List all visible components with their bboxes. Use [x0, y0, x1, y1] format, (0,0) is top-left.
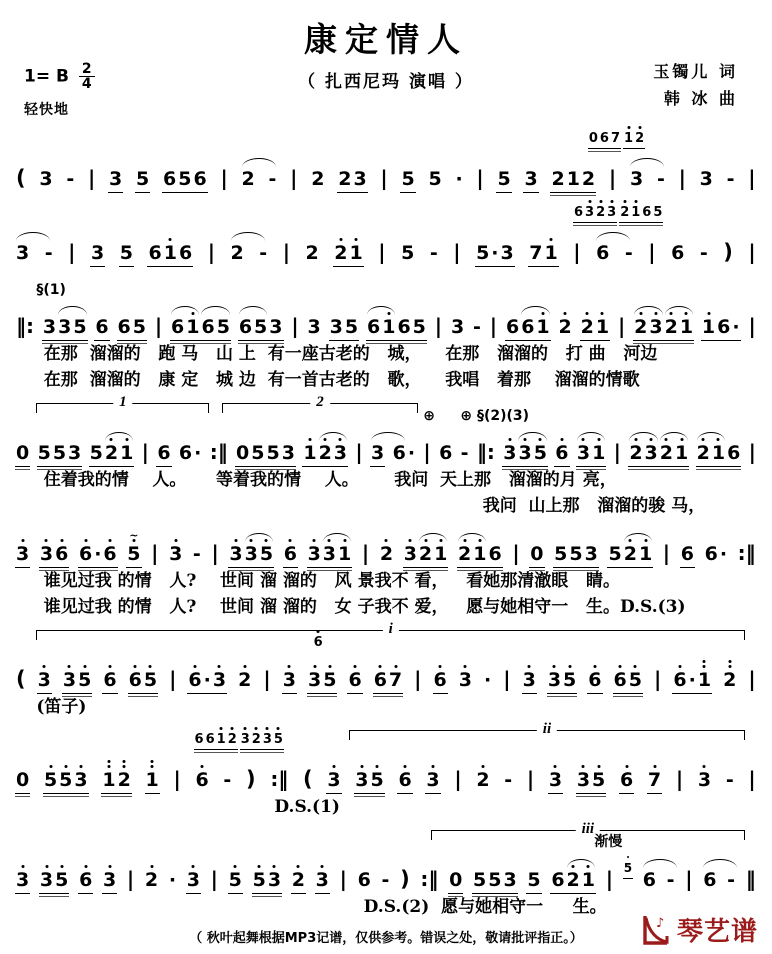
ornament-notes — [572, 201, 664, 223]
marker-row — [14, 820, 758, 852]
note-group: 3 — [108, 170, 123, 193]
note-group: 3 5 — [62, 671, 92, 694]
note-group: 3 — [168, 545, 183, 565]
note-group: 0 5 5 3 — [235, 444, 296, 467]
barline: | — [526, 766, 535, 791]
note-group: - — [259, 241, 268, 264]
note-group: 6 — [587, 671, 602, 694]
note-group: 5 — [135, 170, 150, 193]
volta-bracket: 1 — [36, 403, 209, 413]
note-group: 0 6 7 — [588, 127, 621, 149]
note-group: 6 6 1 — [505, 318, 551, 341]
note-group: 3 3 5 — [502, 444, 548, 467]
note-group: - — [44, 241, 53, 264]
note-group: 6 — [283, 545, 298, 568]
barline: | — [685, 866, 693, 891]
note-group: 5 5 3 — [37, 444, 83, 467]
note-group: 6 — [357, 868, 371, 891]
phrase-paren: ( — [16, 166, 26, 190]
barline: | — [169, 666, 177, 691]
music-system — [14, 820, 758, 920]
barline: | — [648, 239, 656, 264]
barline: | — [476, 166, 484, 190]
note-group: 5 · 3 — [475, 244, 515, 267]
note-group: 6 — [194, 771, 209, 791]
phrase-paren: ) — [723, 239, 733, 264]
phrase-paren: ( — [303, 766, 313, 791]
note-group: 2 — [237, 671, 252, 691]
note-group: 6 · — [178, 441, 202, 464]
logo-text: 琴艺谱 — [676, 917, 758, 947]
note-group: 2 3 2 1 — [633, 318, 694, 341]
barline: | — [87, 166, 96, 190]
note-group: 6 — [313, 631, 324, 650]
note-group: 6 — [554, 444, 569, 467]
music-system — [14, 274, 758, 393]
marker-row — [14, 393, 758, 425]
barline: | — [453, 239, 461, 264]
lyrics-line: 谁见过我 的情 人? 世间 溜 溜的 女 子我不 爱， 愿与她相守一 生。D.S.(3) — [43, 596, 686, 617]
note-group: 6 — [347, 671, 362, 694]
volta-bracket: 2 — [222, 403, 417, 413]
note-group: - — [666, 868, 675, 891]
note-group: 3 — [522, 671, 537, 694]
barline: | — [662, 540, 671, 565]
barline: | — [263, 666, 271, 691]
logo-icon — [639, 914, 673, 946]
note-group: 2 — [144, 871, 159, 891]
note-group: · — [484, 668, 492, 691]
note-group: - — [726, 168, 735, 190]
note-group: 0 — [529, 545, 544, 568]
repeat-barline: :‖ — [737, 540, 756, 565]
barline: | — [154, 313, 163, 338]
volta-bracket: i — [36, 630, 745, 640]
barline: | — [678, 166, 686, 190]
note-group: 6 1 6 5 — [170, 318, 231, 341]
note-group: 6 1 6 5 — [366, 318, 427, 341]
footer-note: （ 秋叶起舞根据MP3记谱，仅供参考。错误之处，敬请批评指正。） — [189, 930, 583, 946]
note-group: 2 1 2 — [550, 170, 596, 193]
note-group: 5 5 3 — [553, 545, 599, 568]
note-group: - — [429, 241, 438, 264]
notation-line — [14, 526, 758, 568]
note-group: 2 — [291, 871, 306, 894]
lyrics-line: 谁见过我 的情 人? 世间 溜 溜的 风 景我不 看， 看她那清澈眼 睛。 — [43, 570, 620, 591]
note-group: 2 — [722, 671, 737, 691]
notation-line — [14, 652, 758, 694]
note-group: - — [223, 768, 232, 791]
barline: | — [220, 166, 228, 190]
note-group: - — [699, 241, 708, 264]
barline: | — [748, 239, 756, 264]
barline: | — [617, 313, 626, 338]
notation-line — [14, 752, 758, 794]
note-group: 6 5 — [613, 671, 643, 694]
note-group: 6 6 1 2 — [194, 728, 238, 750]
notation-line — [14, 299, 758, 341]
phrase-paren: ) — [400, 866, 410, 891]
note-group: 3 — [523, 170, 538, 193]
notation-line — [14, 852, 758, 894]
note-group: 3 3 1 — [307, 545, 353, 568]
note-group: 3 — [39, 168, 53, 190]
note-group: 6 · 1 — [672, 671, 712, 694]
note-group: · — [168, 868, 177, 891]
note-group: 6 5 — [117, 318, 147, 341]
barline: | — [608, 166, 617, 190]
note-group: 3 — [326, 771, 341, 794]
lyricist-credit: 玉镯儿 词 — [653, 62, 738, 81]
note-group: 6 — [642, 868, 656, 891]
barline: | — [290, 166, 298, 190]
barline: | — [748, 666, 756, 691]
barline: | — [380, 166, 388, 190]
music-system — [14, 526, 758, 620]
time-signature: $\frac{2}{4}$ — [79, 62, 95, 91]
note-group: - — [504, 768, 513, 791]
note-group: 5 — [400, 170, 415, 193]
barline: | — [151, 540, 159, 565]
barline: | — [573, 239, 581, 264]
note-group: - — [460, 441, 469, 464]
note-group: 3 — [450, 315, 465, 338]
repeat-barline: :‖ — [420, 866, 439, 891]
barline: | — [414, 666, 422, 691]
note-group: 2 1 6 — [696, 444, 742, 467]
note-group: 3 — [16, 241, 30, 264]
barline: | — [126, 866, 135, 891]
phrase-paren: ( — [16, 666, 26, 691]
note-group: 6 5 3 — [238, 318, 284, 341]
barline: | — [211, 540, 219, 565]
note-group: 7 — [647, 771, 662, 794]
note-group: - — [192, 542, 201, 565]
music-system — [14, 393, 758, 519]
site-logo — [639, 911, 758, 948]
note-group: 6 7 — [373, 671, 403, 694]
barline: | — [654, 666, 662, 691]
barline: | — [378, 239, 386, 264]
music-system — [14, 620, 758, 720]
note-group: 6 — [680, 545, 695, 568]
note-group: 5 — [526, 871, 541, 894]
note-group: 5 — [401, 241, 415, 264]
barline: | — [748, 766, 756, 791]
note-group: 3 5 — [547, 671, 577, 694]
score-marker: ⊕ — [423, 407, 435, 424]
note-group: 6 — [78, 871, 93, 894]
note-group: 3 5 — [307, 671, 337, 694]
note-group: 3 1 — [576, 444, 606, 467]
note-group: 5 — [428, 168, 442, 190]
music-system — [14, 126, 758, 193]
credits — [653, 58, 738, 112]
note-group: 3 — [458, 671, 473, 691]
repeat-barline: :‖ — [209, 439, 228, 464]
note-group: 1 — [145, 771, 160, 794]
tempo-marking: 轻快地 — [24, 102, 69, 118]
note-group: 0 — [15, 444, 30, 467]
note-group: 6 — [94, 318, 109, 341]
barline: | — [207, 239, 216, 264]
note-group: 6 — [703, 868, 717, 891]
note-group: 3 — [307, 315, 321, 338]
note-group: 3 6 — [39, 545, 69, 568]
note-group: 6 · 6 — [78, 545, 118, 568]
note-group: 6 — [156, 444, 171, 467]
key-label: 1= B — [24, 66, 69, 87]
note-group: · — [455, 168, 463, 190]
repeat-barline: ‖ — [745, 866, 756, 891]
score — [0, 124, 772, 920]
note-group: 5 ~ — [126, 545, 141, 568]
ornament-notes — [193, 728, 285, 750]
note-group: 1 2 — [101, 771, 131, 794]
marker-row — [14, 126, 758, 151]
note-group: - — [624, 241, 633, 264]
note-group: 5 — [228, 871, 243, 894]
ornament-notes — [312, 631, 325, 650]
note-group: - — [473, 315, 481, 338]
barline: | — [355, 439, 363, 464]
music-system — [14, 720, 758, 820]
score-marker: 渐慢 — [594, 833, 623, 850]
note-group: 2 3 — [337, 170, 367, 193]
note-group: 1 6 · — [701, 318, 741, 341]
note-group: 3 — [315, 871, 330, 894]
note-group: 3 3 5 — [228, 545, 274, 568]
header — [0, 0, 772, 124]
note-group: 5 — [119, 244, 134, 267]
lyrics-line: 在那 溜溜的 跑 马 山 上 有一座古老的 城， 在那 溜溜的 打 曲 河边 — [43, 343, 658, 364]
note-group: 6 5 — [128, 671, 158, 694]
note-group: 1 2 3 — [302, 444, 348, 467]
note-group: 3 — [282, 671, 297, 694]
barline: | — [282, 239, 290, 264]
note-group: 3 2 1 — [403, 545, 449, 568]
note-group: 3 — [15, 545, 30, 568]
note-group: 2 1 6 — [457, 545, 503, 568]
note-group: 3 — [102, 871, 117, 894]
note-group: 3 — [15, 871, 30, 894]
note-group: 3 — [699, 168, 713, 190]
note-group: 5 5 3 — [43, 771, 89, 794]
barline: | — [291, 313, 299, 338]
barline: | — [613, 439, 621, 464]
note-group: 3 5 — [329, 318, 359, 341]
note-group: 3 3 5 — [42, 318, 88, 341]
ornament-notes — [587, 127, 646, 149]
notation-line — [14, 225, 758, 267]
score-marker: ⊕ §(2)(3) — [460, 407, 530, 424]
barline: | — [68, 239, 76, 264]
barline: | — [748, 439, 756, 464]
note-group: 3 5 — [39, 871, 69, 894]
score-marker: §(1) — [36, 281, 66, 298]
lyrics-line: D.S.(2) 愿与她相守一 生。 — [363, 896, 607, 917]
note-group: 6 · — [392, 441, 416, 464]
note-group: - — [66, 168, 75, 190]
notation-line — [14, 151, 758, 193]
note-group: 3 5 — [576, 771, 606, 794]
composer-credit: 韩 冰 曲 — [663, 89, 738, 108]
note-group: 2 — [475, 771, 490, 791]
note-group: 1 2 — [623, 127, 645, 149]
note-group: 6 — [671, 241, 685, 264]
note-group: 2 3 2 1 — [628, 444, 689, 467]
note-group: 3 — [186, 871, 201, 894]
note-group: 2 1 6 5 — [619, 201, 663, 223]
note-group: - — [656, 168, 665, 190]
lyrics-line: 在那 溜溜的 康 定 城 边 有一首古老的 歌， 我唱 着那 溜溜的情歌 — [43, 369, 640, 390]
note-group: 5 — [496, 170, 511, 193]
note-group: 6 — [102, 671, 117, 694]
note-group: 6 2 1 — [550, 871, 596, 894]
note-group: 2 — [311, 168, 325, 190]
music-system — [14, 200, 758, 267]
barline: | — [605, 866, 614, 891]
note-group: 2 — [241, 168, 255, 190]
note-group: 3 — [370, 444, 385, 467]
note-group: 6 · 3 — [187, 671, 227, 694]
note-group: - — [727, 868, 736, 891]
performer-line: （ 扎西尼玛 演唱 ） — [298, 72, 474, 92]
barline: | — [512, 540, 520, 565]
song-title: 康定情人 — [304, 20, 468, 59]
barline: | — [210, 866, 218, 891]
note-group: 6 5 6 — [162, 170, 208, 193]
repeat-barline: :‖ — [270, 766, 289, 791]
note-group: - — [381, 868, 390, 891]
note-group: 5 2 1 — [607, 545, 653, 568]
note-group: 5 — [623, 857, 633, 879]
key-signature — [24, 62, 95, 119]
barline: | — [675, 766, 684, 791]
note-group: 5 2 1 — [89, 444, 135, 467]
repeat-barline: ‖: — [16, 313, 34, 338]
svg-text:♪: ♪ — [655, 915, 665, 931]
note-group: 5 3 — [252, 871, 282, 894]
note-group: 6 — [433, 671, 448, 694]
note-group: 3 — [425, 771, 440, 794]
lyrics-line: 我问 山上那 溜溜的骏 马， — [482, 495, 706, 516]
note-group: 3 — [37, 671, 52, 694]
barline: | — [748, 313, 756, 338]
note-group: 6 — [619, 771, 634, 794]
notation-line — [14, 425, 758, 467]
marker-row — [14, 274, 758, 299]
note-group: 0 — [15, 771, 30, 794]
note-group: 6 3 2 3 — [573, 201, 617, 223]
note-group: 6 — [439, 441, 453, 464]
barline: | — [434, 313, 443, 338]
note-group: 6 · — [704, 542, 728, 565]
marker-row — [14, 200, 758, 225]
marker-row — [14, 620, 758, 652]
note-group: 2 — [230, 241, 244, 264]
repeat-barline: ‖: — [476, 439, 495, 464]
barline: | — [339, 866, 347, 891]
note-group: 2 — [379, 545, 394, 565]
barline: | — [141, 439, 149, 464]
note-group: - — [725, 768, 734, 791]
volta-bracket: iii — [431, 830, 745, 840]
barline: | — [454, 766, 462, 791]
note-group: - — [268, 168, 277, 190]
note-group: 2 1 — [580, 318, 610, 341]
note-group: 3 — [697, 771, 712, 791]
note-group: 3 — [629, 168, 644, 190]
note-group: 0 — [448, 871, 463, 894]
note-group: 3 2 3 5 — [240, 728, 284, 750]
phrase-paren: ) — [246, 766, 256, 791]
note-group: 2 — [558, 318, 573, 338]
barline: | — [503, 666, 511, 691]
note-group: 7 1 — [528, 244, 558, 267]
note-group: 6 — [596, 241, 610, 264]
barline: | — [173, 766, 181, 791]
volta-bracket: ii — [349, 730, 745, 740]
note-group: 3 — [90, 244, 105, 267]
barline: | — [489, 313, 498, 338]
barline: | — [748, 166, 756, 190]
note-group: 6 — [397, 771, 412, 794]
marker-row — [14, 720, 758, 752]
note-group: 3 5 — [354, 771, 384, 794]
note-group: 3 — [548, 771, 563, 794]
lyrics-line: (笛子) — [36, 696, 87, 717]
lyrics-line: 住着我的情 人。 等着我的情 人。 我问 天上那 溜溜的月 亮， — [43, 469, 617, 490]
note-group: 2 — [305, 241, 319, 264]
barline: | — [423, 439, 431, 464]
note-group: 2 1 — [333, 244, 363, 267]
note-group: 6 1 6 — [147, 244, 193, 267]
note-group: 5 5 3 — [472, 871, 518, 894]
barline: | — [361, 540, 370, 565]
lyrics-line: D.S.(1) — [274, 796, 340, 817]
